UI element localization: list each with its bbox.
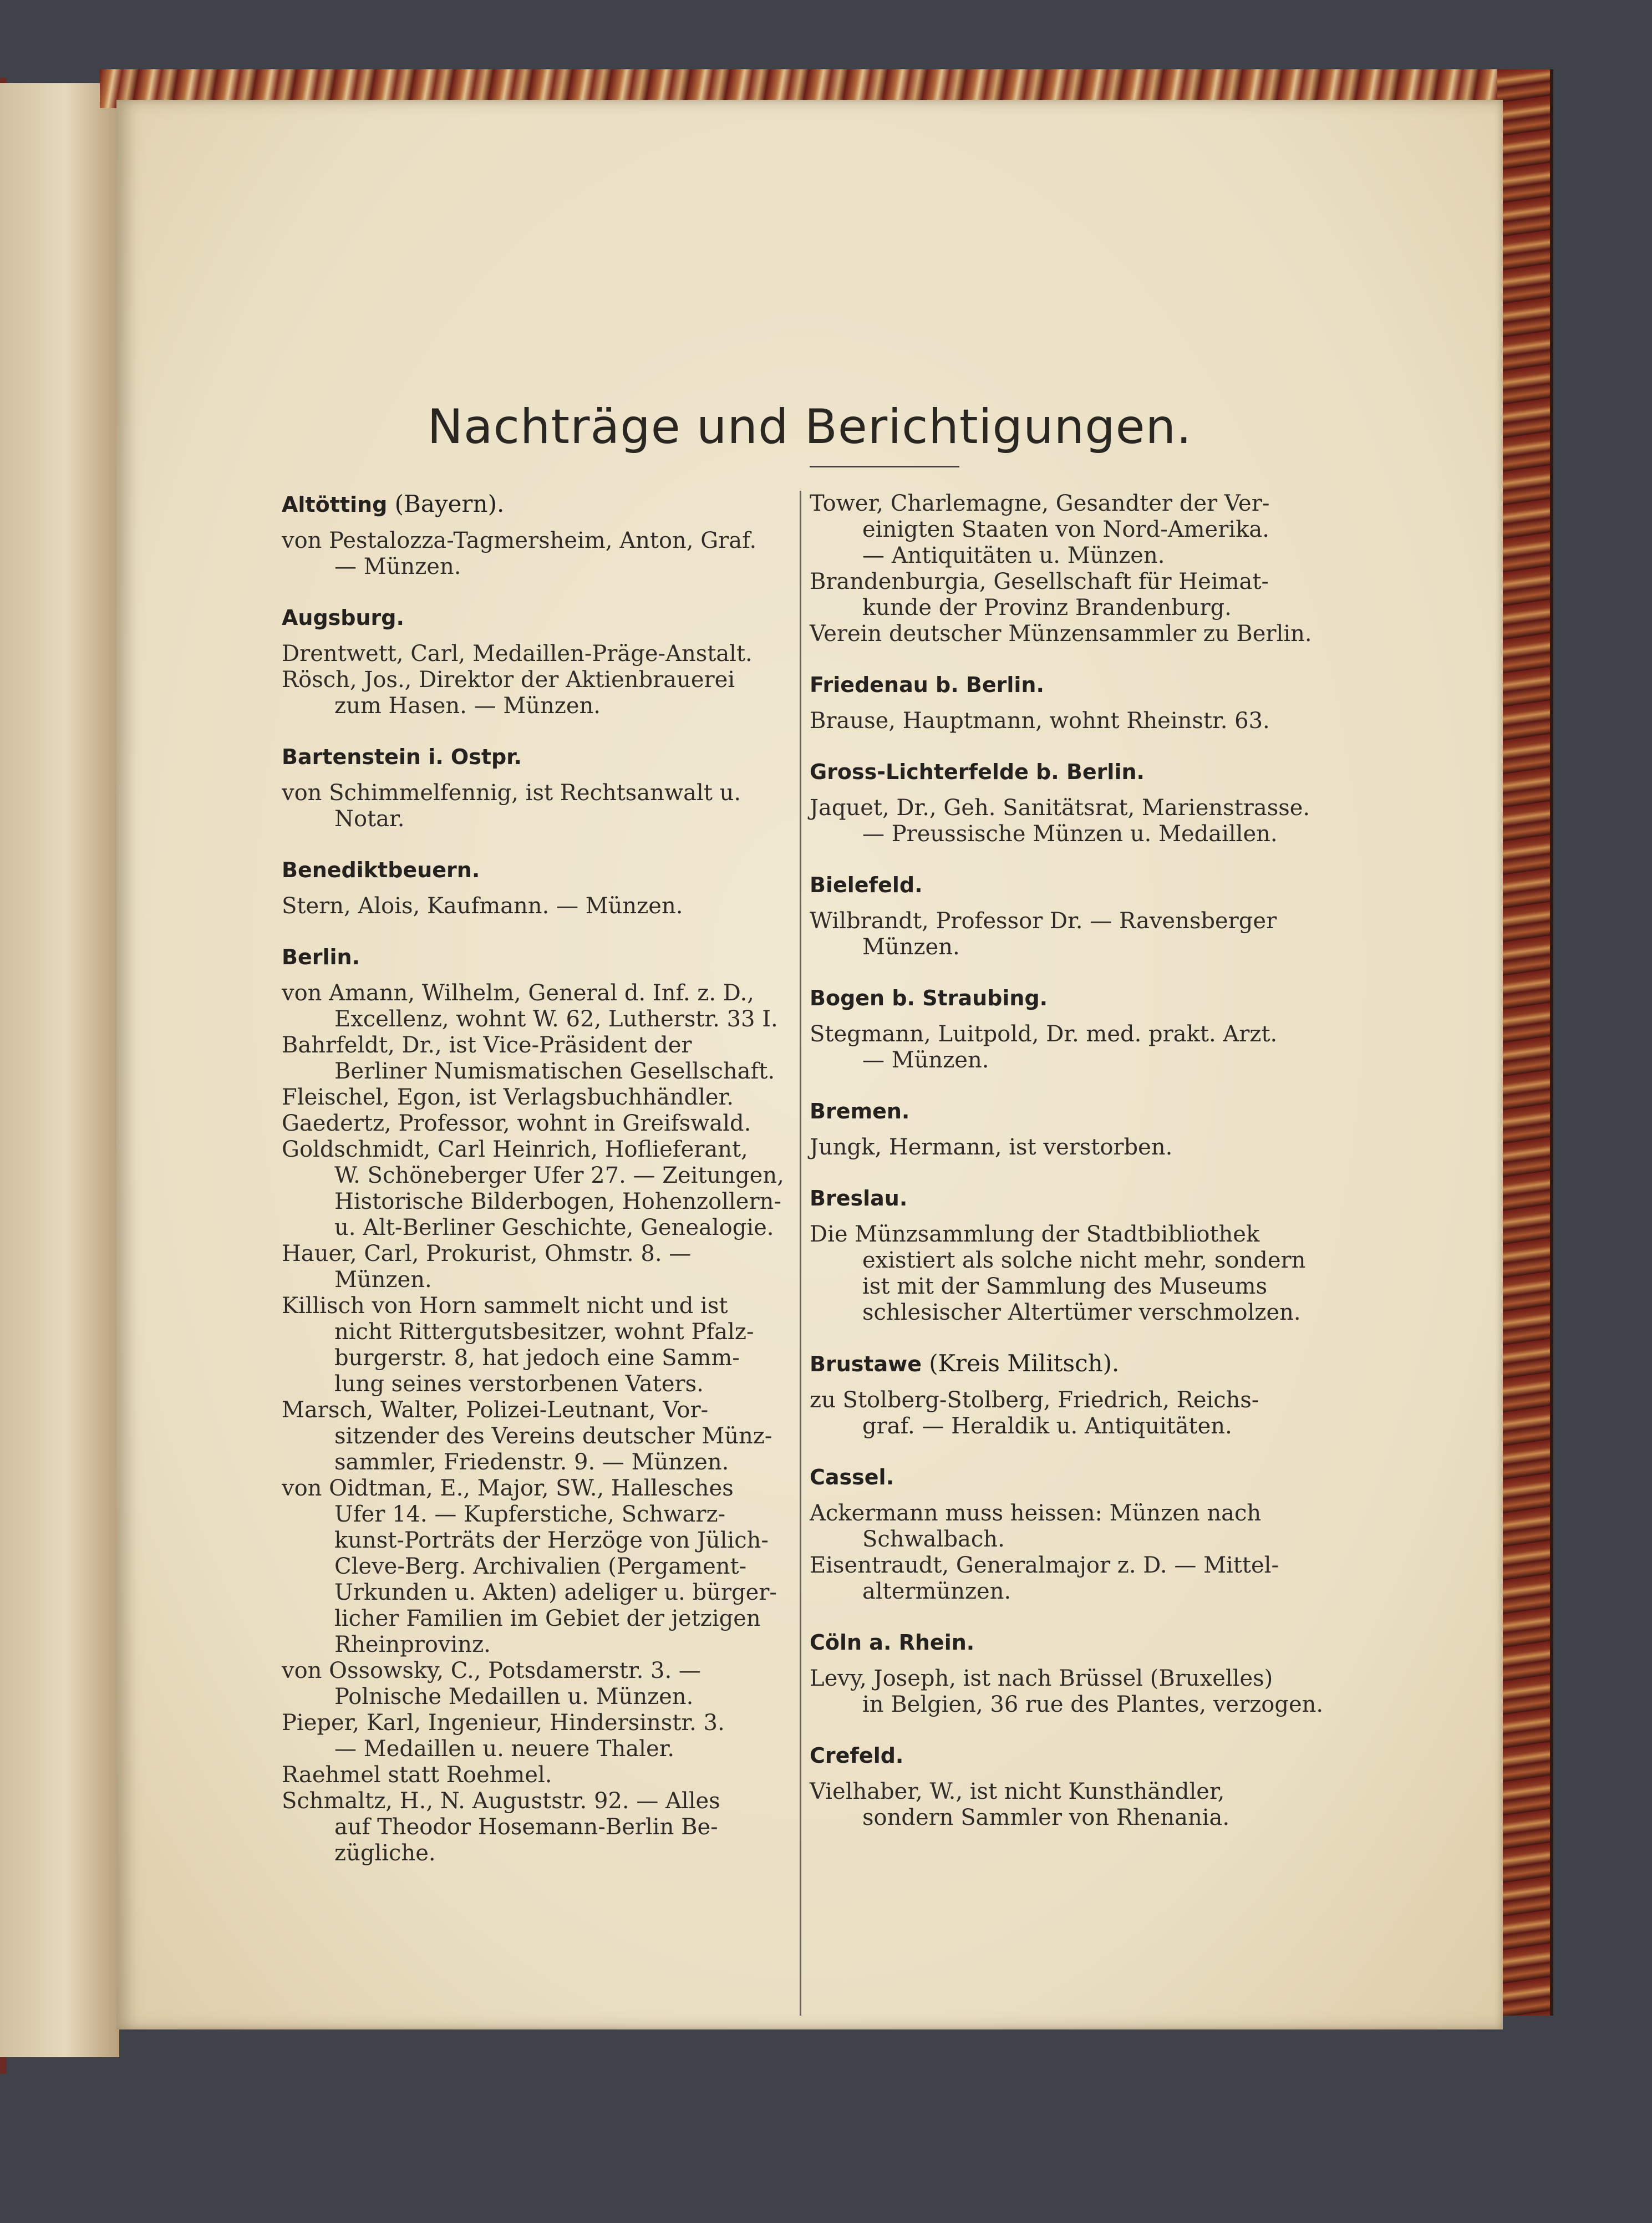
directory-entry: von Oidtman, E., Major, SW., Hallesches Ufer 14. — Kupferstiche, Schwarz- kunst-Porträts der Herzöge von Jülich- Cleve-Berg. Archivalien (Pergament- Urkunden u. Akten) adeliger u. bürger- licher Familien im Gebiet der jetzigen Rheinprovinz.: [282, 1476, 777, 1657]
location-name: Bremen.: [810, 1099, 910, 1123]
directory-entry: Wilbrandt, Professor Dr. — Ravensberger Münzen.: [810, 908, 1277, 960]
location-name: Berlin.: [282, 945, 360, 969]
location-section: [810, 1350, 1439, 1439]
directory-entry: Drentwett, Carl, Medaillen-Präge-Anstalt.: [282, 641, 753, 667]
location-section: [810, 985, 1439, 1074]
directory-entry: Rösch, Jos., Direktor der Aktienbrauerei zum Hasen. — Münzen.: [282, 667, 735, 719]
location-section: [282, 944, 786, 1866]
location-section: [282, 744, 786, 832]
location-name: Bielefeld.: [810, 873, 923, 897]
location-name: Brustawe: [810, 1352, 922, 1376]
directory-entry: Brandenburgia, Gesellschaft für Heimat- kunde der Provinz Brandenburg.: [810, 569, 1269, 620]
location-heading: [282, 491, 786, 518]
location-section: [810, 1629, 1439, 1718]
location-heading: [810, 1742, 1439, 1769]
directory-entry: Gaedertz, Professor, wohnt in Greifswald.: [282, 1111, 751, 1136]
directory-entry: von Amann, Wilhelm, General d. Inf. z. D., Excellenz, wohnt W. 62, Lutherstr. 33 I.: [282, 980, 778, 1032]
directory-entry: Eisentraudt, Generalmajor z. D. — Mittel- altermünzen.: [810, 1553, 1279, 1604]
book-page: [116, 100, 1503, 2029]
location-section: [282, 491, 786, 580]
directory-entry: Die Münzsammlung der Stadtbibliothek existiert als solche nicht mehr, sondern ist mit der Sammlung des Museums schlesischer Altertümer verschmolzen.: [810, 1222, 1306, 1325]
right-column: [810, 491, 1439, 1855]
location-section: [282, 604, 786, 719]
location-heading: [810, 1629, 1439, 1656]
location-section: [810, 1098, 1439, 1161]
directory-entry: Marsch, Walter, Polizei-Leutnant, Vor- sitzender des Vereins deutscher Münz- sammler, Friedenstr. 9. — Münzen.: [282, 1397, 772, 1475]
location-name: Cöln a. Rhein.: [810, 1630, 975, 1655]
location-section: [810, 1742, 1439, 1831]
directory-entry: Levy, Joseph, ist nach Brüssel (Bruxelles) in Belgien, 36 rue des Plantes, verzogen.: [810, 1666, 1324, 1717]
location-name: Breslau.: [810, 1186, 908, 1210]
location-section: [810, 759, 1439, 847]
directory-entry: Pieper, Karl, Ingenieur, Hindersinstr. 3. — Medaillen u. neuere Thaler.: [282, 1710, 725, 1762]
location-note: (Bayern).: [394, 490, 505, 517]
title-rule: [810, 466, 959, 467]
location-name: Altötting: [282, 492, 388, 517]
location-heading: [810, 872, 1439, 898]
location-heading: [810, 1350, 1439, 1377]
directory-entry: Jaquet, Dr., Geh. Sanitätsrat, Marienstrasse. — Preussische Münzen u. Medaillen.: [810, 795, 1310, 847]
location-name: Augsburg.: [282, 606, 404, 630]
marbled-fore-edge: [1497, 69, 1553, 2016]
directory-entry: zu Stolberg-Stolberg, Friedrich, Reichs- graf. — Heraldik u. Antiquitäten.: [810, 1387, 1259, 1439]
directory-entry: von Schimmelfennig, ist Rechtsanwalt u. Notar.: [282, 780, 741, 832]
directory-entry: von Pestalozza-Tagmersheim, Anton, Graf. — Münzen.: [282, 528, 757, 579]
directory-entry: Bahrfeldt, Dr., ist Vice-Präsident der Berliner Numismatischen Gesellschaft.: [282, 1032, 775, 1084]
location-name: Friedenau b. Berlin.: [810, 673, 1044, 697]
location-name: Bogen b. Straubing.: [810, 986, 1048, 1010]
location-section: [810, 1464, 1439, 1605]
location-section: [810, 1185, 1439, 1326]
location-heading: [282, 744, 786, 770]
location-heading: [282, 604, 786, 631]
location-section: [810, 672, 1439, 734]
column-divider: [800, 491, 801, 2016]
directory-entry: Schmaltz, H., N. Auguststr. 92. — Alles auf Theodor Hosemann-Berlin Be- zügliche.: [282, 1788, 720, 1866]
location-name: Cassel.: [810, 1465, 894, 1489]
facing-left-page: [0, 83, 119, 2057]
location-section: [810, 491, 1439, 647]
directory-entry: Killisch von Horn sammelt nicht und ist nicht Rittergutsbesitzer, wohnt Pfalz- burgerstr. 8, hat jedoch eine Samm- lung seines verstorbenen Vaters.: [282, 1293, 754, 1397]
location-heading: [810, 759, 1439, 785]
directory-entry: Brause, Hauptmann, wohnt Rheinstr. 63.: [810, 708, 1270, 734]
directory-entry: Stegmann, Luitpold, Dr. med. prakt. Arzt. — Münzen.: [810, 1021, 1278, 1073]
location-heading: [810, 1464, 1439, 1491]
location-name: Benediktbeuern.: [282, 858, 480, 882]
location-heading: [282, 857, 786, 883]
directory-entry: Stern, Alois, Kaufmann. — Münzen.: [282, 893, 683, 919]
location-name: Gross-Lichterfelde b. Berlin.: [810, 760, 1145, 784]
directory-entry: Fleischel, Egon, ist Verlagsbuchhändler.: [282, 1085, 734, 1110]
location-name: Bartenstein i. Ostpr.: [282, 745, 522, 769]
left-column: [282, 491, 786, 1891]
location-note: (Kreis Militsch).: [929, 1350, 1120, 1377]
directory-entry: Goldschmidt, Carl Heinrich, Hoflieferant, W. Schöneberger Ufer 27. — Zeitungen, Historische Bilderbogen, Hohenzollern- u. Alt-Berliner Geschichte, Genealogie.: [282, 1137, 784, 1240]
location-heading: [810, 985, 1439, 1011]
location-heading: [810, 1185, 1439, 1212]
directory-entry: Ackermann muss heissen: Münzen nach Schwalbach.: [810, 1500, 1262, 1552]
location-heading: [282, 944, 786, 970]
location-heading: [810, 672, 1439, 698]
location-section: [282, 857, 786, 919]
directory-entry: Jungk, Hermann, ist verstorben.: [810, 1135, 1173, 1160]
directory-entry: Hauer, Carl, Prokurist, Ohmstr. 8. — Münzen.: [282, 1241, 692, 1293]
location-section: [810, 872, 1439, 960]
directory-entry: Raehmel statt Roehmel.: [282, 1762, 552, 1788]
location-name: Crefeld.: [810, 1743, 904, 1768]
directory-entry: von Ossowsky, C., Potsdamerstr. 3. — Polnische Medaillen u. Münzen.: [282, 1658, 701, 1710]
directory-entry: Vielhaber, W., ist nicht Kunsthändler, sondern Sammler von Rhenania.: [810, 1779, 1230, 1830]
location-heading: [810, 1098, 1439, 1125]
directory-entry: Tower, Charlemagne, Gesandter der Ver- einigten Staaten von Nord-Amerika. — Antiquitäten u. Münzen.: [810, 491, 1270, 568]
directory-entry: Verein deutscher Münzensammler zu Berlin.: [810, 621, 1312, 647]
page-title: Nachträge und Berichtigungen.: [427, 399, 1192, 455]
